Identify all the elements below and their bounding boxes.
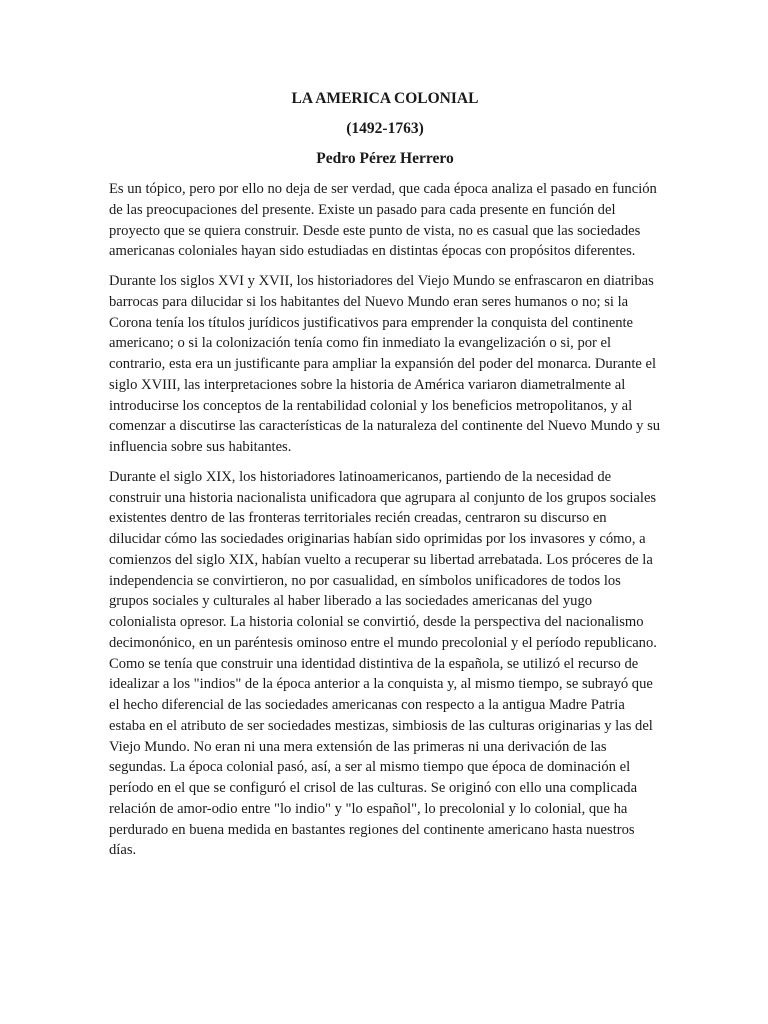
- document-body: [109, 179, 661, 861]
- paragraph-1: Es un tópico, pero por ello no deja de ser verdad, que cada época analiza el pasado en función de las preocupaciones del presente. Existe un pasado para cada presente en función del proyecto que se quiera construir. Desde este punto de vista, no es casual que las sociedades americanas coloniales hayan sido estudiadas en distintas épocas con propósitos diferentes.: [109, 181, 657, 260]
- document-years: (1492-1763): [346, 120, 424, 137]
- document-page: [109, 89, 661, 870]
- document-author: Pedro Pérez Herrero: [316, 150, 454, 167]
- paragraph-2: Durante los siglos XVI y XVII, los historiadores del Viejo Mundo se enfrascaron en diatribas barrocas para dilucidar si los habitantes del Nuevo Mundo eran seres humanos o no; si la Corona tenía los títulos jurídicos justificativos para emprender la conquista del continente americano; o si la colonización tenía como fin inmediato la evangelización o si, por el contrario, esta era un justificante para ampliar la expansión del poder del monarca. Durante el siglo XVIII, las interpretaciones sobre la historia de América variaron diametralmente al introducirse los conceptos de la rentabilidad colonial y los beneficios metropolitanos, y al comenzar a discutirse las características de la naturaleza del continente del Nuevo Mundo y su influencia sobre sus habitantes.: [109, 273, 661, 455]
- document-title: LA AMERICA COLONIAL: [291, 90, 479, 107]
- paragraph-3: Durante el siglo XIX, los historiadores latinoamericanos, partiendo de la necesidad de construir una historia nacionalista unificadora que agrupara al conjunto de los grupos sociales existentes dentro de las fronteras territoriales recién creadas, centraron su discurso en dilucidar cómo las sociedades originarias habían sido oprimidas por los invasores y cómo, a comienzos del siglo XIX, habían vuelto a recuperar su libertad arrebatada. Los próceres de la independencia se convirtieron, no por casualidad, en símbolos unificadores de todos los grupos sociales y culturales al haber liberado a las sociedades americanas del yugo colonialista opresor. La historia colonial se convirtió, desde la perspectiva del nacionalismo decimonónico, en un paréntesis ominoso entre el mundo precolonial y el período republicano. Como se tenía que construir una identidad distintiva de la española, se utilizó el recurso de idealizar a los "indios" de la época anterior a la conquista y, al mismo tiempo, se subrayó que el hecho diferencial de las sociedades americanas con respecto a la antigua Madre Patria estaba en el atributo de ser sociedades mestizas, simbiosis de las culturas originarias y las del Viejo Mundo. No eran ni una mera extensión de las primeras ni una derivación de las segundas. La época colonial pasó, así, a ser al mismo tiempo que época de dominación el período en el que se configuró el crisol de las culturas. Se originó con ello una complicada relación de amor-odio entre "lo indio" y "lo español", lo precolonial y lo colonial, que ha perdurado en buena medida en bastantes regiones del continente americano hasta nuestros días.: [109, 468, 657, 859]
